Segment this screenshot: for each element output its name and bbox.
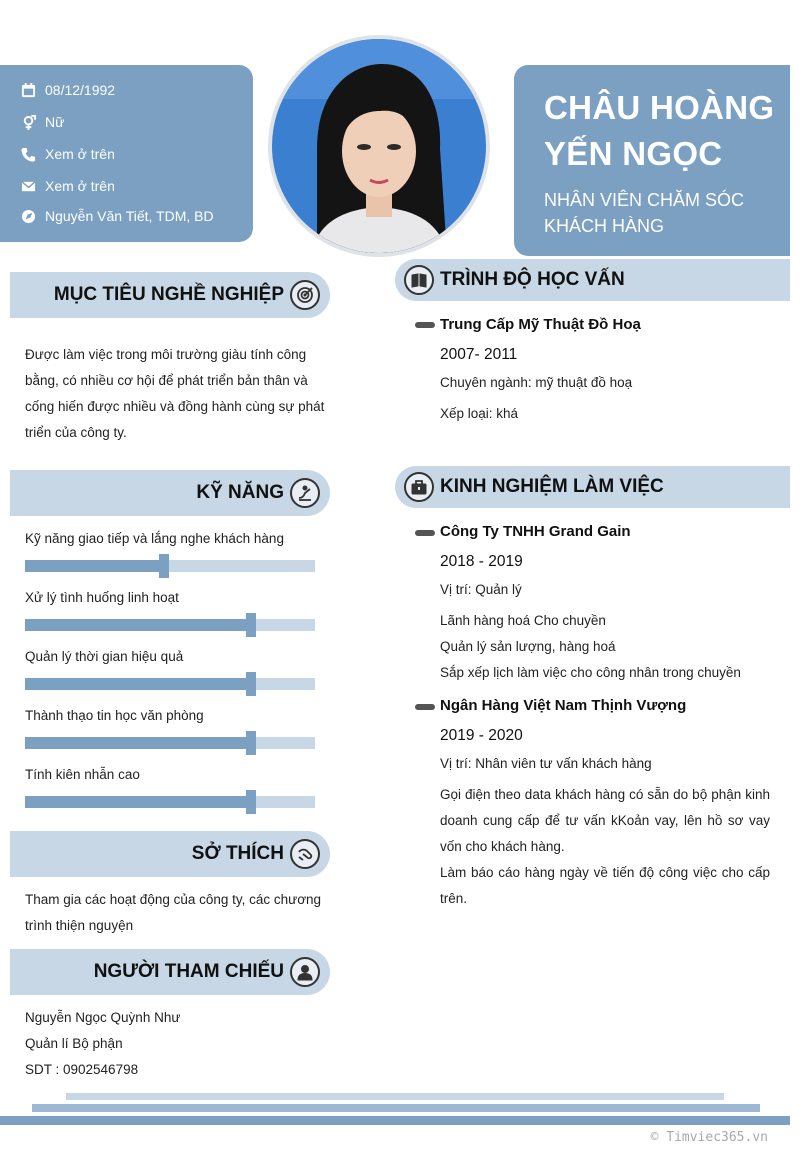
education-grade: Xếp loại: khá [440,406,519,421]
objective-text: Được làm việc trong môi trường giàu tính công bằng, có nhiều cơ hội để phát triển bản thân và cống hiến được nhiều và đồng hành cùng sự phát triển của công ty. [25,347,325,440]
skill-bar-knob [159,554,169,578]
skill-bar-fill [25,678,251,690]
footer-line [32,1104,760,1112]
watermark: © Timviec365.vn [650,1130,768,1145]
reference-phone: SDT : 0902546798 [25,1062,139,1077]
address-text: Nguyễn Văn Tiết, TDM, BD [45,208,214,224]
reference-name: Nguyễn Ngọc Quỳnh Như [25,1010,181,1025]
job-company: Công Ty TNHH Grand Gain [440,523,631,540]
timeline-dash [415,704,435,710]
job-duty: Sắp xếp lịch làm việc cho công nhân trong chuyền [440,665,741,680]
skill-bar [25,678,315,690]
avatar [272,39,486,253]
job-title-line2: KHÁCH HÀNG [544,216,665,236]
objective-heading [10,272,330,318]
skill-bar-knob [246,731,256,755]
person-icon [290,957,320,987]
contact-birthday [20,82,115,98]
skill-bar-knob [246,613,256,637]
gender-icon [20,114,36,130]
job-company: Ngân Hàng Việt Nam Thịnh Vượng [440,697,687,714]
skill-bar [25,619,315,631]
calendar-icon [20,82,36,98]
contact-email [20,178,115,194]
footer-line [0,1116,790,1125]
skill-bar [25,796,315,808]
experience-heading [395,466,790,508]
location-icon [20,208,36,224]
contact-address [20,208,214,224]
phone-icon [20,146,36,162]
skill-bar-fill [25,560,164,572]
contact-phone [20,146,115,162]
skills-heading [10,470,330,516]
education-years: 2007- 2011 [440,346,518,363]
email-text: Xem ở trên [45,178,115,194]
skill-bar [25,737,315,749]
hobbies-text: Tham gia các hoạt động của công ty, các chương trình thiện nguyện [25,892,322,933]
job-years: 2019 - 2020 [440,727,523,744]
footer-line [66,1093,724,1100]
briefcase-icon [404,472,434,502]
skill-bar [25,560,315,572]
job-duty: Quản lý sản lượng, hàng hoá [440,639,616,654]
job-years: 2018 - 2019 [440,553,523,570]
job-duty: Lãnh hàng hoá Cho chuyền [440,613,606,628]
skill-label: Xử lý tình huống linh hoạt [25,590,179,605]
skills-heading-text: KỸ NĂNG [196,482,284,503]
target-icon [290,280,320,310]
skill-label: Thành thạo tin học văn phòng [25,708,204,723]
skill-label: Kỹ năng giao tiếp và lắng nghe khách hàng [25,531,284,546]
hobbies-icon [290,839,320,869]
objective-heading-text: MỤC TIÊU NGHỀ NGHIỆP [53,284,284,305]
book-icon [404,265,434,295]
email-icon [20,178,36,194]
experience-heading-text: KINH NGHIỆM LÀM VIỆC [440,476,664,497]
timeline-dash [415,322,435,328]
full-name-line1: CHÂU HOÀNG [544,89,775,126]
education-heading-text: TRÌNH ĐỘ HỌC VẤN [440,269,625,290]
skill-bar-fill [25,796,251,808]
education-heading [395,259,790,301]
skill-bar-knob [246,672,256,696]
skill-label: Quản lý thời gian hiệu quả [25,649,184,664]
skills-icon [290,478,320,508]
contact-gender [20,114,64,130]
phone-text: Xem ở trên [45,146,115,162]
skill-bar-fill [25,737,251,749]
gender-text: Nữ [45,114,65,130]
contact-box [0,65,253,242]
skill-label: Tính kiên nhẫn cao [25,767,140,782]
job-position: Vị trí: Nhân viên tư vấn khách hàng [440,756,652,771]
job-title-line1: NHÂN VIÊN CHĂM SÓC [544,190,745,210]
name-box [514,65,790,256]
job-duty: Gọi điện theo data khách hàng có sẵn do bộ phận kinh doanh cung cấp để tư vấn kKoản vay, lên hồ sơ vay vốn cho khách hàng. [440,787,770,854]
references-heading-text: NGƯỜI THAM CHIẾU [93,961,284,982]
hobbies-heading [10,831,330,877]
education-school: Trung Cấp Mỹ Thuật Đồ Hoạ [440,316,641,333]
skill-bar-knob [246,790,256,814]
education-major: Chuyên ngành: mỹ thuật đồ hoạ [440,375,633,390]
reference-role: Quản lí Bộ phận [25,1036,123,1051]
full-name-line2: YẾN NGỌC [544,135,723,172]
job-position: Vị trí: Quản lý [440,582,522,597]
job-duty: Làm báo cáo hàng ngày về tiến độ công việc cho cấp trên. [440,865,770,906]
birthday-text: 08/12/1992 [45,82,116,98]
timeline-dash [415,530,435,536]
references-heading [10,949,330,995]
skill-bar-fill [25,619,251,631]
hobbies-heading-text: SỞ THÍCH [191,843,284,864]
